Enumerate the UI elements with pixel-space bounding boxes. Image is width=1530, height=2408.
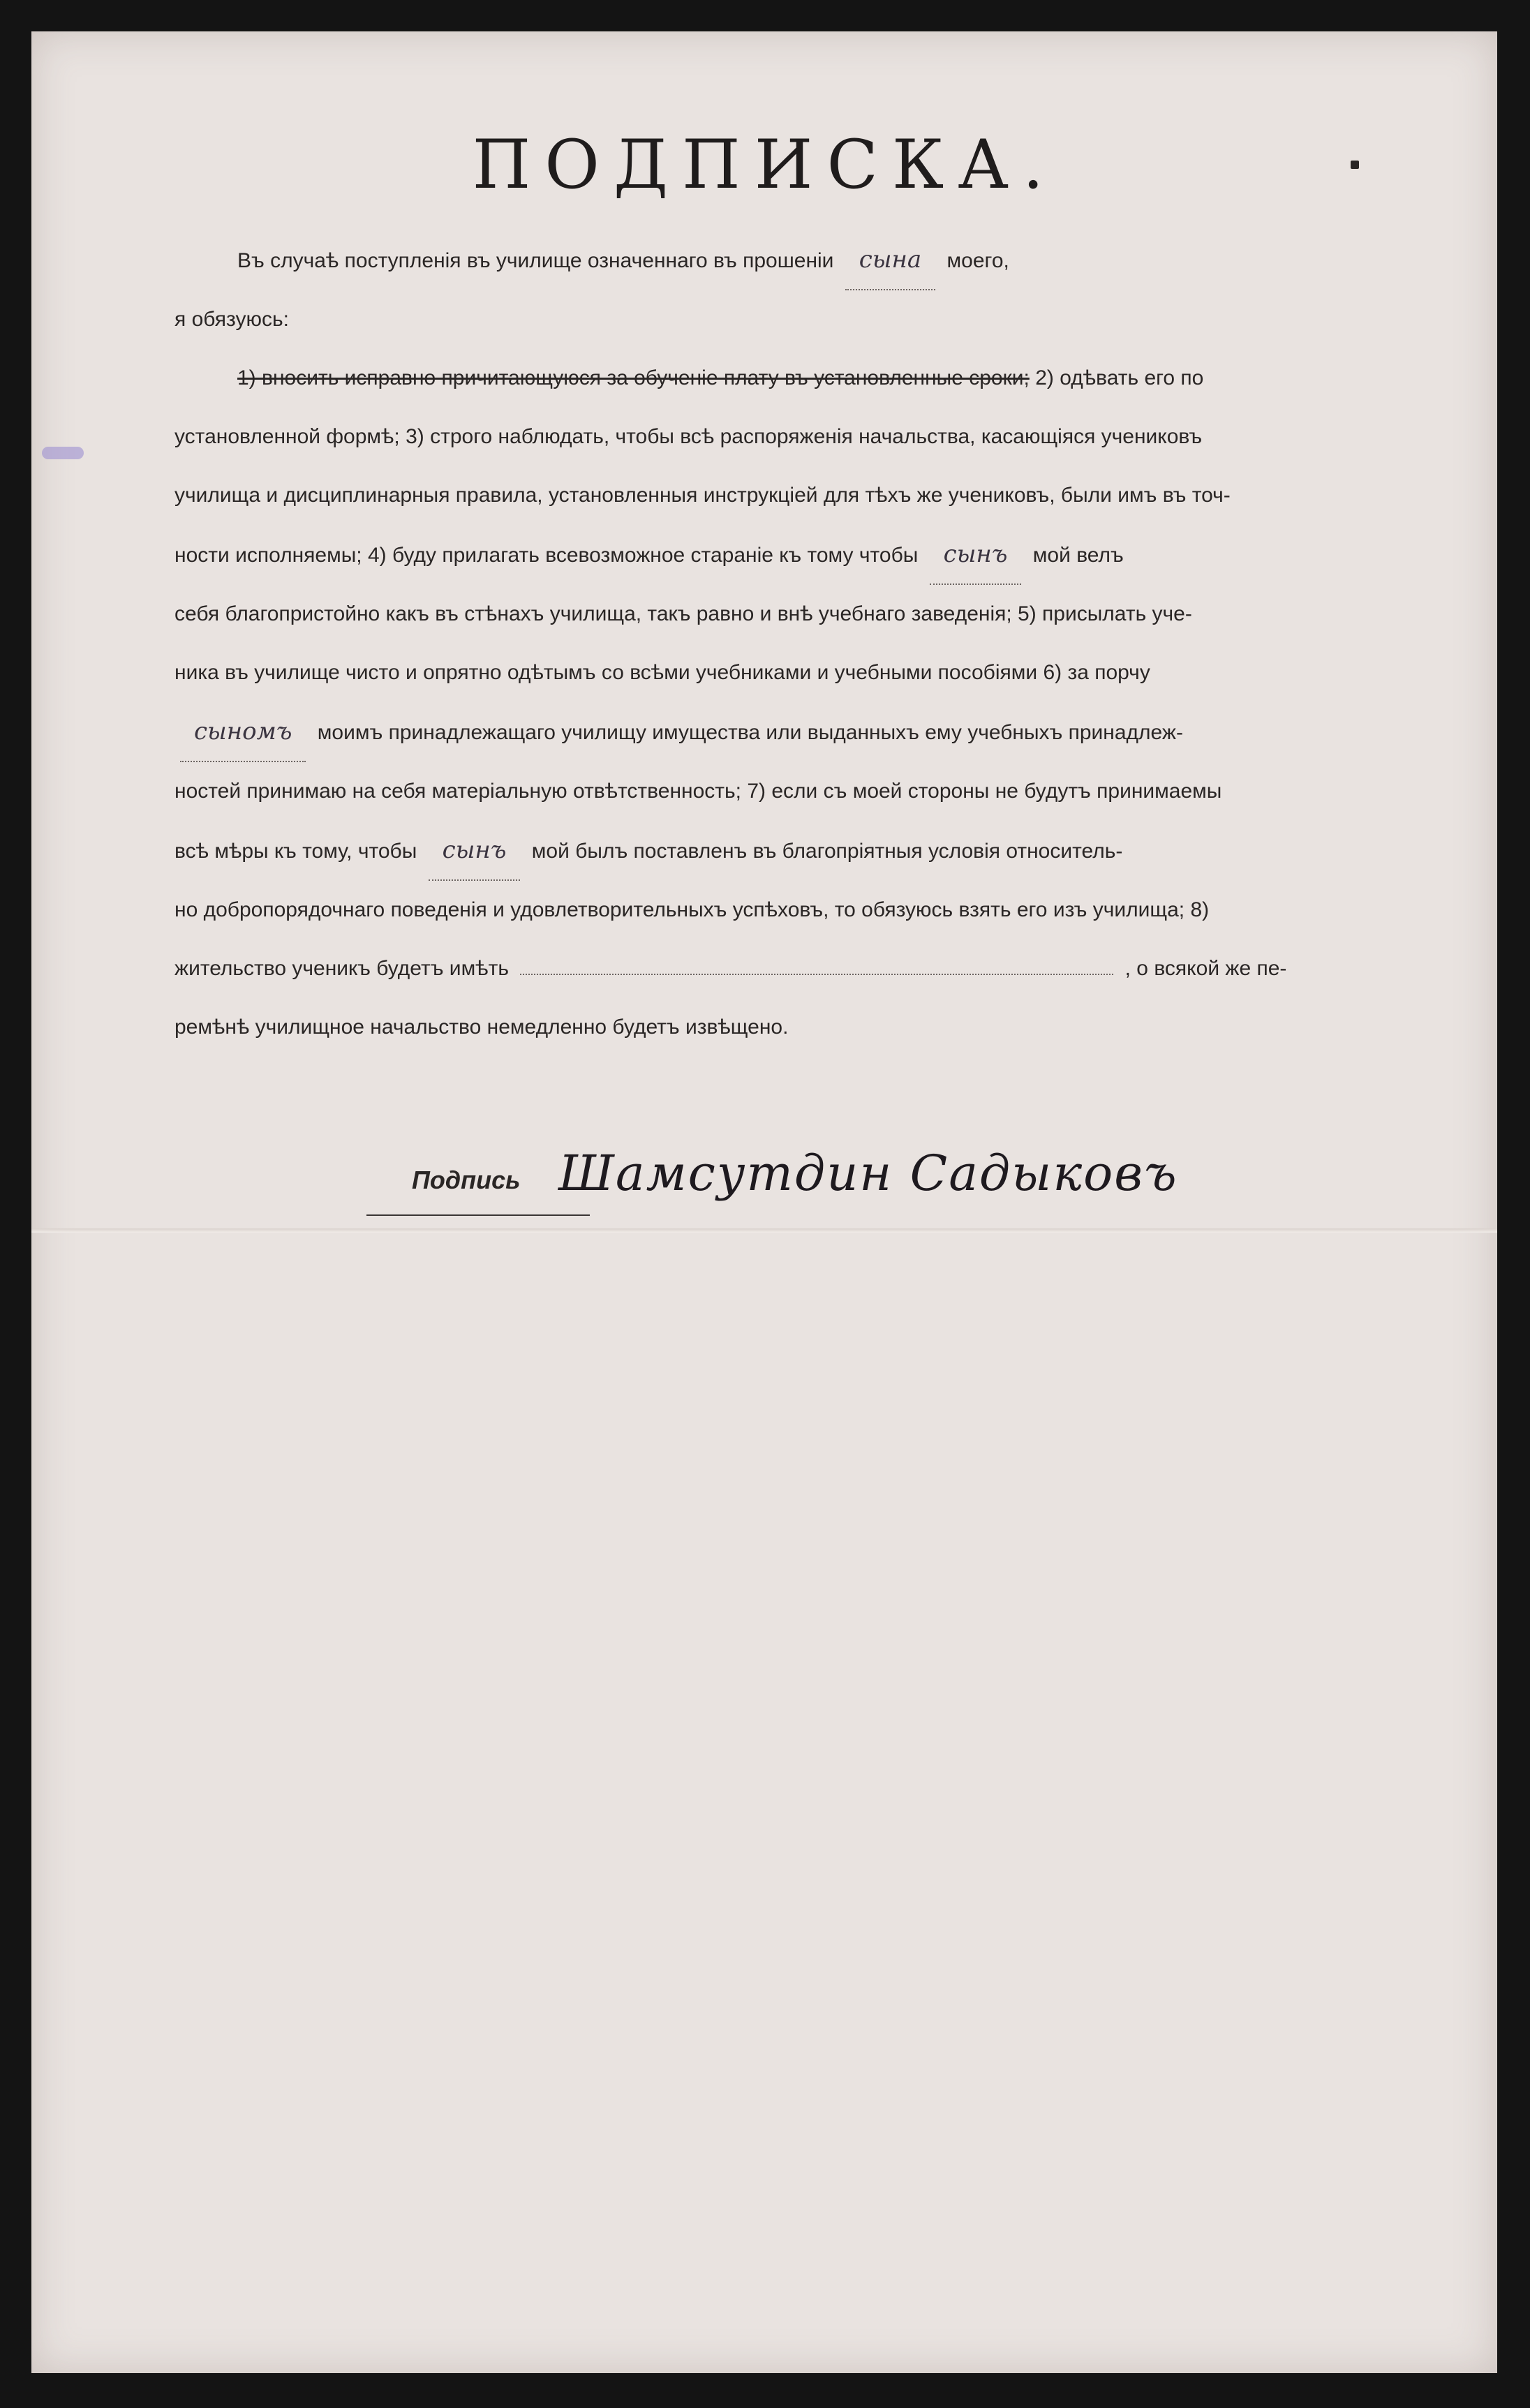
- body-line: ностей принимаю на себя матеріальную отвѣтственность; 7) если съ моей стороны не будутъ принимаемы: [174, 780, 1222, 803]
- body-line: жительство ученикъ будетъ имѣть , о всякой же пе-: [174, 957, 1287, 980]
- body-line: ника въ училище чисто и опрятно одѣтымъ со всѣми учебниками и учебными пособіями 6) за порчу: [174, 661, 1150, 684]
- handwritten-entry: сына: [845, 230, 935, 290]
- body-line: ности исполняемы; 4) буду прилагать всевозможное стараніе къ тому чтобы сынъ мой велъ: [174, 525, 1375, 585]
- handwritten-entry: сынъ: [930, 525, 1022, 585]
- body-line: всѣ мѣры къ тому, чтобы сынъ мой былъ поставленъ въ благопріятныя условія относитель-: [174, 821, 1375, 881]
- body-line: 1) вносить исправно причитающуюся за обученіе плату въ установленные сроки; 2) одѣвать его по: [237, 366, 1204, 389]
- body-line: сыномъ моимъ принадлежащаго училищу имущества или выданныхъ ему учебныхъ принадлеж-: [174, 702, 1375, 762]
- document-body: [174, 230, 1375, 1057]
- ink-mark: [42, 447, 84, 459]
- signature-line: [366, 1214, 590, 1216]
- handwritten-entry: сыномъ: [180, 702, 306, 762]
- blank-field: [520, 960, 1113, 975]
- body-line: себя благопристойно какъ въ стѣнахъ училища, такъ равно и внѣ учебнаго заведенія; 5) присылать уче-: [174, 602, 1192, 625]
- handwritten-entry: сынъ: [429, 821, 521, 881]
- struck-clause: 1) вносить исправно причитающуюся за обученіе плату въ установленные сроки;: [237, 366, 1030, 389]
- document-title: ПОДПИСКА.: [472, 126, 1058, 204]
- body-line: ремѣнѣ училищное начальство немедленно будетъ извѣщено.: [174, 1016, 789, 1039]
- body-line: училища и дисциплинарныя правила, установленныя инструкціей для тѣхъ же учениковъ, были имъ въ точ-: [174, 484, 1231, 507]
- body-line: я обязуюсь:: [174, 308, 289, 331]
- body-line: но добропорядочнаго поведенія и удовлетворительныхъ успѣховъ, то обязуюсь взять его изъ училища; 8): [174, 898, 1210, 921]
- signature-label: Подпись: [412, 1166, 521, 1194]
- handwritten-signature: Шамсутдин Садыковъ: [558, 1145, 1178, 1202]
- body-line: установленной формѣ; 3) строго наблюдать, чтобы всѣ распоряженія начальства, касающіяся учениковъ: [174, 425, 1203, 448]
- paper-fold: [31, 1228, 1497, 1233]
- body-line: Въ случаѣ поступленія въ училище означеннаго въ прошеніи сына моего,: [174, 230, 1375, 290]
